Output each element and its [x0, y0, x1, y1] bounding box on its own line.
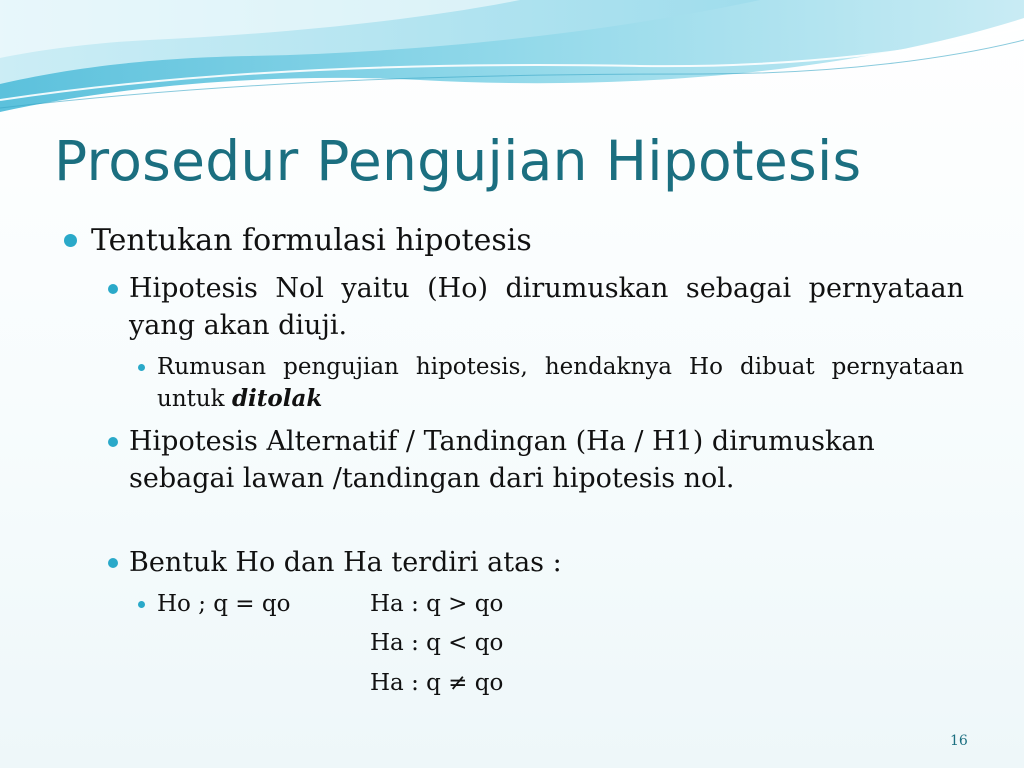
- ha-formula-less: Ha : q < qo: [370, 630, 504, 656]
- bullet-text: [157, 352, 964, 415]
- bullet-text: Bentuk Ho dan Ha terdiri atas :: [129, 547, 562, 578]
- bullet-dot-icon: [108, 437, 118, 447]
- bullet-item-formulasi: [64, 222, 944, 260]
- ha-formula-greater: Ha : q > qo: [370, 591, 504, 617]
- slide-title: Prosedur Pengujian Hipotesis: [54, 129, 862, 193]
- rumusan-text: Rumusan pengujian hipotesis, hendaknya Ho dibuat pernyataan untuk: [157, 354, 964, 412]
- sub-bullet-bentuk: [108, 544, 964, 581]
- sub-sub-bullet-rumusan: [138, 352, 964, 415]
- bullet-dot-icon: [64, 234, 77, 247]
- bullet-text: Hipotesis Nol yaitu (Ho) dirumuskan sebagai pernyataan yang akan diuji.: [129, 273, 964, 341]
- bullet-text: Tentukan formulasi hipotesis: [91, 223, 532, 258]
- bullet-dot-icon: [108, 558, 118, 568]
- h0-formula: Ho ; q = qo: [157, 591, 291, 617]
- sub-bullet-hipotesis-alternatif: [108, 423, 964, 497]
- page-number: 16: [950, 733, 968, 749]
- bullet-text: Hipotesis Alternatif / Tandingan (Ha / H1) dirumuskan sebagai lawan /tandingan dari hipotesis nol.: [129, 426, 875, 494]
- ha-formula-not-equal: Ha : q ≠ qo: [370, 670, 504, 696]
- sub-bullet-hipotesis-nol: [108, 270, 964, 344]
- emphasis-ditolak: ditolak: [231, 385, 323, 412]
- bullet-dot-icon: [108, 284, 118, 294]
- bullet-dot-icon: [138, 364, 145, 371]
- bullet-dot-icon: [138, 601, 145, 608]
- sub-sub-bullet-ho: [138, 589, 368, 620]
